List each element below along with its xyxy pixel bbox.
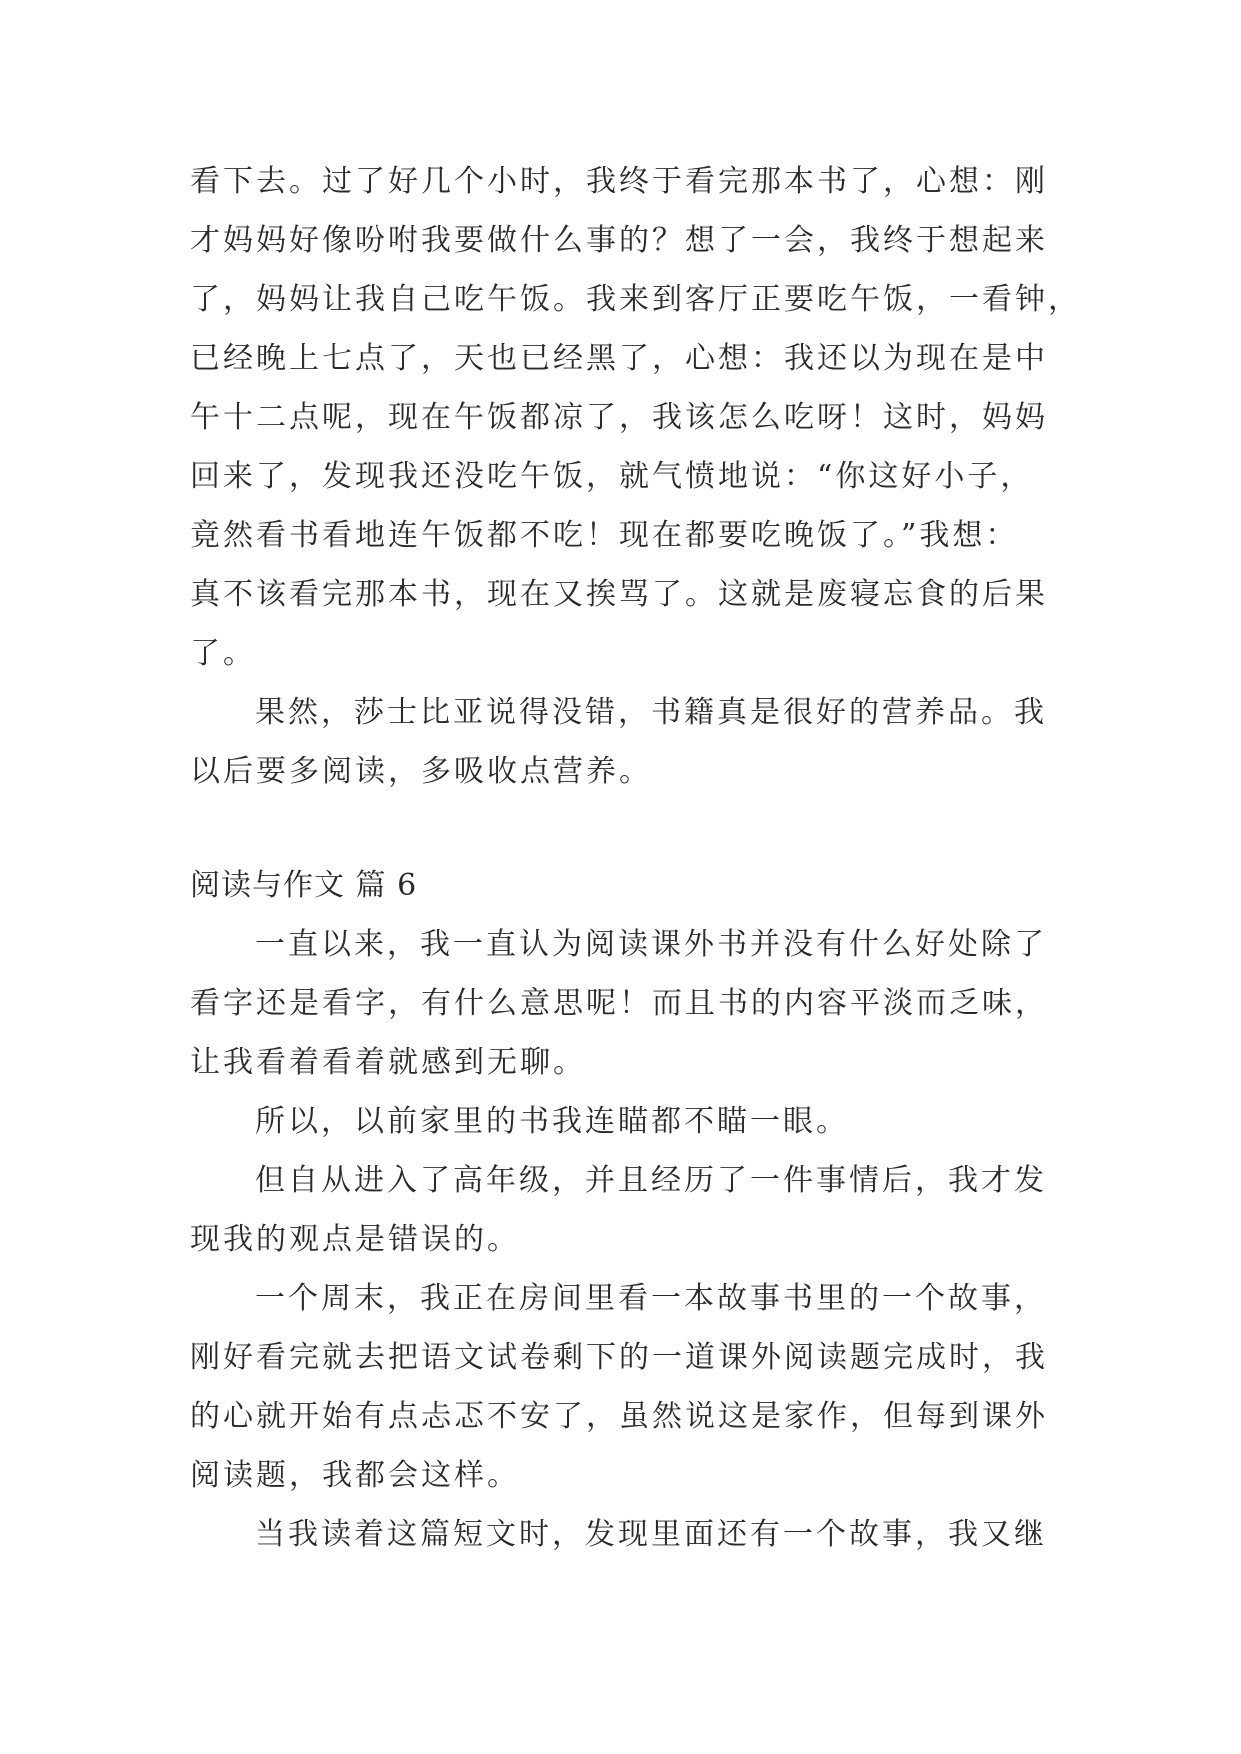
text-line: 但自从进入了高年级，并且经历了一件事情后，我才发 [255, 1163, 1047, 1198]
text-line: 以后要多阅读，多吸收点营养。 [190, 754, 652, 789]
text-line: 了，妈妈让我自己吃午饭。我来到客厅正要吃午饭，一看钟， [190, 282, 1081, 317]
text-line: 的心就开始有点忐忑不安了，虽然说这是家作，但每到课外 [190, 1399, 1048, 1434]
text-line: 所以，以前家里的书我连瞄都不瞄一眼。 [255, 1104, 849, 1139]
text-line: 午十二点呢，现在午饭都凉了，我该怎么吃呀！这时，妈妈 [190, 400, 1048, 435]
text-line: 刚好看完就去把语文试卷剩下的一道课外阅读题完成时，我 [190, 1340, 1048, 1375]
text-line: 看字还是看字，有什么意思呢！而且书的内容平淡而乏味， [190, 986, 1048, 1021]
section-heading: 阅读与作文 篇 6 [190, 868, 418, 903]
text-line: 真不该看完那本书，现在又挨骂了。这就是废寝忘食的后果 [190, 577, 1048, 612]
text-line: 看下去。过了好几个小时，我终于看完那本书了，心想：刚 [190, 164, 1048, 199]
text-line: 当我读着这篇短文时，发现里面还有一个故事，我又继 [255, 1517, 1047, 1552]
text-line: 阅读题，我都会这样。 [190, 1458, 520, 1493]
text-line: 已经晚上七点了，天也已经黑了，心想：我还以为现在是中 [190, 341, 1048, 376]
text-line: 果然，莎士比亚说得没错，书籍真是很好的营养品。我 [255, 695, 1047, 730]
text-line: 一直以来，我一直认为阅读课外书并没有什么好处除了 [255, 927, 1047, 962]
text-line: 竟然看书看地连午饭都不吃！现在都要吃晚饭了。”我想： [190, 518, 1019, 553]
text-line: 一个周末，我正在房间里看一本故事书里的一个故事， [255, 1281, 1047, 1316]
text-line: 了。 [190, 636, 256, 671]
text-line: 回来了，发现我还没吃午饭，就气愤地说：“你这好小子， [190, 459, 1034, 494]
text-line: 现我的观点是错误的。 [190, 1222, 520, 1257]
text-line: 才妈妈好像吩咐我要做什么事的？想了一会，我终于想起来 [190, 223, 1048, 258]
text-line: 让我看着看着就感到无聊。 [190, 1045, 586, 1080]
